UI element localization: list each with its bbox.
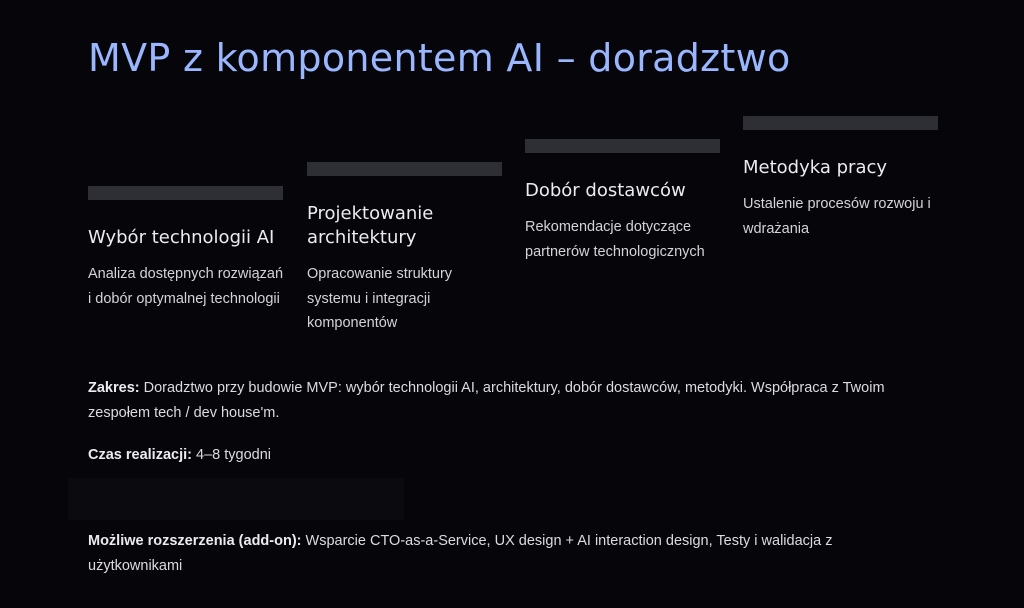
step-work-methodology [743,116,943,241]
scope-label: Zakres: [88,380,140,396]
step-vendor-selection [525,139,725,264]
duration-label: Czas realizacji: [88,447,192,463]
step-title: Metodyka pracy [743,157,888,178]
decorative-panel [68,478,404,520]
step-title: Projektowanie architektury [307,203,434,248]
step-architecture-design [307,162,507,336]
scope-paragraph [88,376,948,426]
step-bar [88,186,283,200]
page-title: MVP z komponentem AI – doradztwo [88,36,791,80]
addons-paragraph [88,529,928,579]
step-description: Analiza dostępnych rozwiązań i dobór optymalnej technologii [88,266,284,307]
addons-label: Możliwe rozszerzenia (add-on): [88,533,302,549]
step-description: Opracowanie struktury systemu i integracji komponentów [307,266,453,331]
step-title: Wybór technologii AI [88,227,275,248]
step-technology-choice [88,186,288,311]
step-bar [307,162,502,176]
duration-text: 4–8 tygodni [196,447,271,463]
step-description: Rekomendacje dotyczące partnerów technologicznych [525,219,705,260]
step-description: Ustalenie procesów rozwoju i wdrażania [743,196,931,237]
duration-paragraph [88,443,948,468]
step-title: Dobór dostawców [525,180,686,201]
scope-text: Doradztwo przy budowie MVP: wybór technologii AI, architektury, dobór dostawców, metodyki. Współpraca z Twoim zespołem tech / dev house'm. [88,380,885,421]
step-bar [525,139,720,153]
addons-text: Wsparcie CTO-as-a-Service, UX design + AI interaction design, Testy i walidacja z użytkownikami [88,533,833,574]
step-bar [743,116,938,130]
